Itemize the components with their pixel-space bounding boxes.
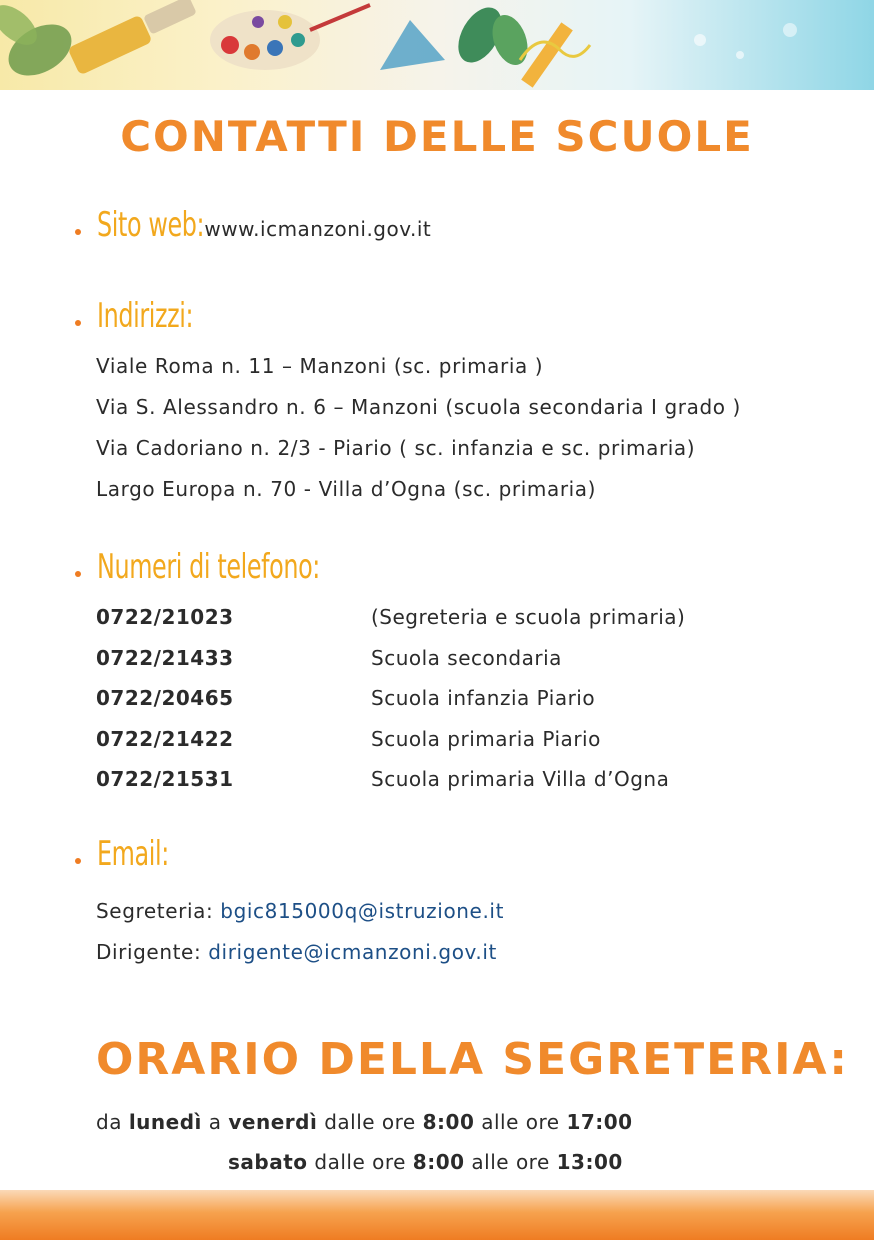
phone-number[interactable]: 0722/21433 <box>96 646 234 670</box>
hours-time: 8:00 <box>412 1150 465 1174</box>
segreteria-label: Segreteria: <box>96 899 214 923</box>
phone-description: Scuola primaria Piario <box>371 727 601 751</box>
address-line: Largo Europa n. 70 - Villa d’Ogna (sc. primaria) <box>96 477 597 501</box>
hours-time: 17:00 <box>566 1110 633 1134</box>
hours-time: 13:00 <box>556 1150 623 1174</box>
phone-number[interactable]: 0722/20465 <box>96 686 234 710</box>
phone-number[interactable]: 0722/21023 <box>96 605 234 629</box>
bullet-icon <box>75 571 81 577</box>
weekday-hours <box>96 1110 633 1134</box>
hours-text: alle ore <box>481 1110 560 1134</box>
phone-description: Scuola infanzia Piario <box>371 686 596 710</box>
addresses-heading <box>75 296 220 336</box>
bullet-icon <box>75 229 81 235</box>
hours-title: ORARIO DELLA SEGRETERIA: <box>96 1034 849 1085</box>
phone-number[interactable]: 0722/21531 <box>96 767 234 791</box>
hours-time: 8:00 <box>422 1110 475 1134</box>
dirigente-label: Dirigente: <box>96 940 202 964</box>
segreteria-email-link[interactable]: bgic815000q@istruzione.it <box>220 899 505 923</box>
phone-description: (Segreteria e scuola primaria) <box>371 605 686 629</box>
art-supplies-illustration <box>0 0 874 90</box>
hours-day: venerdì <box>228 1110 318 1134</box>
saturday-hours <box>228 1150 623 1174</box>
address-line: Via S. Alessandro n. 6 – Manzoni (scuola secondaria I grado ) <box>96 395 741 419</box>
phones-heading <box>75 547 383 587</box>
header-banner <box>0 0 874 90</box>
phones-label: Numeri di telefono: <box>97 547 320 587</box>
email-segreteria-row <box>96 899 504 923</box>
phone-number[interactable]: 0722/21422 <box>96 727 234 751</box>
addresses-label: Indirizzi: <box>97 296 194 336</box>
hours-text: dalle ore <box>324 1110 416 1134</box>
dirigente-email-link[interactable]: dirigente@icmanzoni.gov.it <box>208 940 497 964</box>
website-link[interactable]: www.icmanzoni.gov.it <box>204 217 432 241</box>
hours-text: da <box>96 1110 122 1134</box>
bullet-icon <box>75 858 81 864</box>
bullet-icon <box>75 320 81 326</box>
email-label: Email: <box>97 834 169 874</box>
page-title: CONTATTI DELLE SCUOLE <box>120 112 754 161</box>
email-heading <box>75 834 189 874</box>
hours-text: alle ore <box>471 1150 550 1174</box>
phone-description: Scuola secondaria <box>371 646 562 670</box>
website-section <box>75 205 431 245</box>
hours-text: dalle ore <box>314 1150 406 1174</box>
email-dirigente-row <box>96 940 497 964</box>
address-line: Viale Roma n. 11 – Manzoni (sc. primaria ) <box>96 354 544 378</box>
phone-description: Scuola primaria Villa d’Ogna <box>371 767 670 791</box>
website-label: Sito web: <box>97 205 205 245</box>
hours-text: a <box>208 1110 222 1134</box>
address-line: Via Cadoriano n. 2/3 - Piario ( sc. infanzia e sc. primaria) <box>96 436 696 460</box>
hours-day: lunedì <box>128 1110 202 1134</box>
footer-bar <box>0 1190 874 1240</box>
hours-day: sabato <box>228 1150 308 1174</box>
